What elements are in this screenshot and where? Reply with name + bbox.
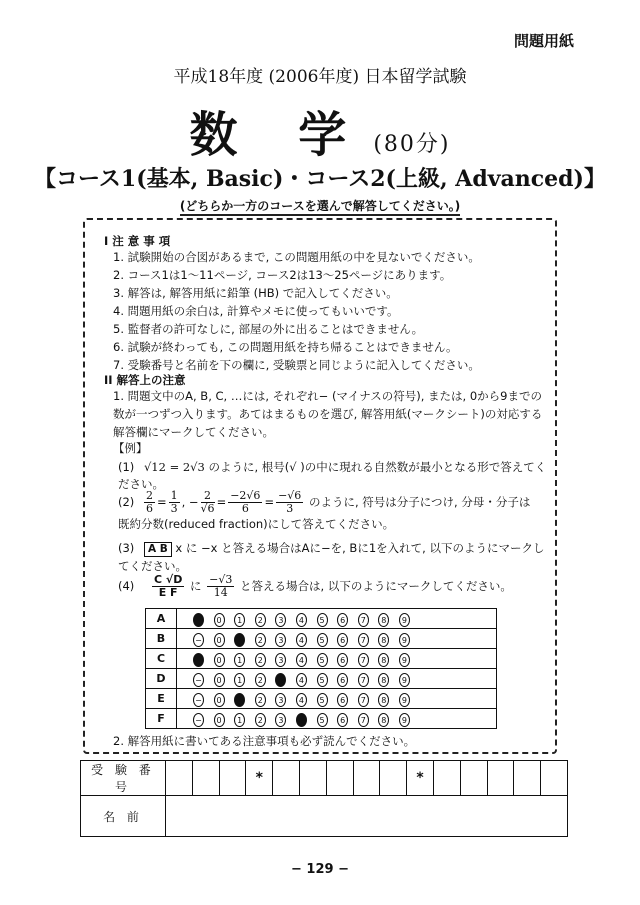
answer-bubble[interactable]: 2 <box>255 673 266 687</box>
answer-bubble[interactable]: 9 <box>399 633 410 647</box>
answer-bubble[interactable]: 9 <box>399 673 410 687</box>
number-digit-field[interactable] <box>273 761 300 796</box>
answer-bubble[interactable]: 0 <box>214 673 225 687</box>
number-digit-field[interactable] <box>514 761 541 796</box>
answer-bubble[interactable]: 3 <box>275 613 286 627</box>
mark-row <box>146 629 497 649</box>
answer-box-ab: A B <box>144 542 172 557</box>
bubble-cells <box>177 609 497 629</box>
answer-bubble[interactable]: 0 <box>214 633 225 647</box>
mark-row <box>146 649 497 669</box>
example-label: 【例】 <box>113 441 148 455</box>
name-label: 名 前 <box>81 796 166 837</box>
number-digit-field[interactable] <box>380 761 407 796</box>
answer-bubble[interactable]: 7 <box>358 713 369 727</box>
answer-bubble[interactable]: 3 <box>275 653 286 667</box>
fraction: $\frac{2}{√6}$ <box>200 489 215 515</box>
name-field[interactable] <box>166 796 568 837</box>
answer-bubble[interactable]: 9 <box>399 693 410 707</box>
answer-bubble[interactable]: 5 <box>317 653 328 667</box>
answer-bubble[interactable]: 4 <box>296 653 307 667</box>
example-2: (2) $\frac{2}{6}$ = $\frac{1}{3}$ , − $\frac{2}{√6}$ = $\frac{-2√6}{6}$ = $\frac{-√6}{3}$ のように, 符号は分子につけ, 分母・分子は既約分数(reduced fraction)にして答えてください。 <box>118 489 531 531</box>
answer-bubble[interactable]: 3 <box>275 713 286 727</box>
example-number: (1) <box>118 460 135 474</box>
row-label: B <box>146 629 177 649</box>
list-item: 4. 問題用紙の余白は, 計算やメモに使ってもいいです。 <box>113 304 399 318</box>
answer-bubble[interactable]: 9 <box>399 653 410 667</box>
answer-bubble[interactable]: 7 <box>358 693 369 707</box>
answer-bubble[interactable]: 9 <box>399 713 410 727</box>
example-particle: に <box>189 579 202 593</box>
exam-title: 平成18年度 (2006年度) 日本留学試験 <box>173 67 467 87</box>
answer-bubble[interactable]: 3 <box>275 633 286 647</box>
examinee-info-table <box>80 760 568 837</box>
number-digit-field[interactable] <box>166 761 193 796</box>
filled-bubble[interactable]: 1 <box>234 693 245 707</box>
number-digit-field[interactable] <box>192 761 219 796</box>
answer-bubble[interactable]: 5 <box>317 633 328 647</box>
mark-row <box>146 709 497 729</box>
star-marker: * <box>246 761 273 796</box>
duration: (80分) <box>373 132 451 157</box>
number-digit-field[interactable] <box>326 761 353 796</box>
answer-bubble[interactable]: 3 <box>275 693 286 707</box>
row-label: D <box>146 669 177 689</box>
answer-bubble[interactable]: − <box>193 633 204 647</box>
list-item: 5. 監督者の許可なしに, 部屋の外に出ることはできません。 <box>113 322 424 336</box>
answer-bubble[interactable]: 1 <box>234 653 245 667</box>
booklet-label: 問題用紙 <box>513 32 574 50</box>
fraction: $\frac{-√6}{3}$ <box>278 489 302 515</box>
filled-bubble[interactable]: 1 <box>234 633 245 647</box>
number-digit-field[interactable] <box>541 761 568 796</box>
filled-bubble[interactable]: 4 <box>296 713 307 727</box>
number-digit-field[interactable] <box>219 761 246 796</box>
bubble-cells <box>177 669 497 689</box>
example-math: √12 = 2√3 <box>143 460 205 474</box>
row-label: C <box>146 649 177 669</box>
answer-bubble[interactable]: 8 <box>378 653 389 667</box>
example-4 <box>118 574 548 599</box>
section2-title: II 解答上の注意 <box>104 373 186 387</box>
answer-bubble[interactable]: 1 <box>234 673 245 687</box>
answer-bubble[interactable]: 0 <box>214 653 225 667</box>
answer-note-1: 1. 問題文中のA, B, C, …には, それぞれ− (マイナスの符号), または, 0から9までの数が一つずつ入ります。あてはまるものを選び, 解答用紙(マークシート)の対応する解答欄にマークしてください。 <box>113 389 543 439</box>
section1-list <box>113 248 543 374</box>
course-heading: 【コース1(基本, Basic)・コース2(上級, Advanced)】 <box>34 166 606 192</box>
page-number: − 129 − <box>291 862 349 877</box>
number-digit-field[interactable] <box>487 761 514 796</box>
fraction: $\frac{1}{3}$ <box>170 489 178 515</box>
mark-sheet-example <box>145 608 497 729</box>
row-label: F <box>146 709 177 729</box>
answer-bubble[interactable]: 8 <box>378 613 389 627</box>
course-choice-note <box>0 197 640 214</box>
filled-bubble[interactable]: 3 <box>275 673 286 687</box>
bubble-cells <box>177 709 497 729</box>
answer-bubble[interactable]: 8 <box>378 713 389 727</box>
answer-bubble[interactable]: − <box>193 673 204 687</box>
list-item: 3. 解答は, 解答用紙に鉛筆 (HB) で記入してください。 <box>113 286 398 300</box>
answer-bubble[interactable]: 7 <box>358 633 369 647</box>
answer-bubble[interactable]: 4 <box>296 673 307 687</box>
answer-bubble[interactable]: 4 <box>296 693 307 707</box>
list-item: 2. コース1は1〜11ページ, コース2は13〜25ページにあります。 <box>113 268 452 282</box>
answer-bubble[interactable]: 1 <box>234 713 245 727</box>
course-choice-text: (どちらか一方のコースを選んで解答してください。) <box>180 199 460 216</box>
row-label: A <box>146 609 177 629</box>
answer-bubble[interactable]: 8 <box>378 633 389 647</box>
answer-bubble[interactable]: 1 <box>234 613 245 627</box>
mark-row <box>146 689 497 709</box>
answer-bubble[interactable]: 7 <box>358 673 369 687</box>
bubble-cells <box>177 629 497 649</box>
answer-bubble[interactable]: 8 <box>378 693 389 707</box>
number-digit-field[interactable] <box>433 761 460 796</box>
fraction: $\frac{-2√6}{6}$ <box>230 489 261 515</box>
answer-bubble[interactable]: 2 <box>255 633 266 647</box>
answer-bubble[interactable]: 6 <box>337 713 348 727</box>
example-number: (4) <box>118 579 135 593</box>
mark-row <box>146 609 497 629</box>
answer-bubble[interactable]: 5 <box>317 693 328 707</box>
example-text: x に −x と答える場合はAに−を, Bに1を入れて, 以下のようにマークしてください。 <box>118 541 545 573</box>
answer-bubble[interactable]: − <box>193 713 204 727</box>
examinee-number-label: 受 験 番 号 <box>81 761 166 796</box>
section1-title: I 注 意 事 項 <box>104 234 171 248</box>
mark-row <box>146 669 497 689</box>
answer-bubble[interactable]: 8 <box>378 673 389 687</box>
answer-bubble[interactable]: 4 <box>296 633 307 647</box>
subject-title: 数 学 <box>189 107 369 163</box>
example-text: のように, 符号は分子につけ, 分母・分子は既約分数(reduced fraction)にして答えてください。 <box>118 495 531 531</box>
answer-bubble[interactable]: 0 <box>214 613 225 627</box>
list-item: 1. 試験開始の合図があるまで, この問題用紙の中を見ないでください。 <box>113 250 480 264</box>
bubble-cells <box>177 689 497 709</box>
example-number: (3) <box>118 541 135 555</box>
answer-bubble[interactable]: 0 <box>214 713 225 727</box>
answer-bubble[interactable]: 9 <box>399 613 410 627</box>
fraction: $\frac{2}{6}$ <box>145 489 153 515</box>
answer-bubble[interactable]: 6 <box>337 693 348 707</box>
number-digit-field[interactable] <box>353 761 380 796</box>
subject-heading <box>0 96 640 165</box>
answer-bubble[interactable]: 5 <box>317 713 328 727</box>
example-text: と答える場合は, 以下のようにマークしてください。 <box>240 579 512 593</box>
answer-bubble[interactable]: − <box>193 693 204 707</box>
example-number: (2) <box>118 495 135 509</box>
answer-bubble[interactable]: 2 <box>255 613 266 627</box>
answer-bubble[interactable]: 7 <box>358 613 369 627</box>
answer-bubble[interactable]: 5 <box>317 613 328 627</box>
answer-bubble[interactable]: 2 <box>255 653 266 667</box>
answer-bubble[interactable]: 7 <box>358 653 369 667</box>
number-digit-field[interactable] <box>299 761 326 796</box>
bubble-cells <box>177 649 497 669</box>
answer-bubble[interactable]: 5 <box>317 673 328 687</box>
filled-bubble[interactable]: − <box>193 653 204 667</box>
fraction: $\frac{-√3}{14}$ <box>209 573 233 599</box>
answer-bubble[interactable]: 6 <box>337 633 348 647</box>
answer-box-fraction: $\frac{C √D}{\text{E F}}$ <box>153 573 183 599</box>
answer-note-2: 2. 解答用紙に書いてある注意事項も必ず読んでください。 <box>113 734 416 748</box>
answer-bubble[interactable]: 2 <box>255 693 266 707</box>
answer-bubble[interactable]: 6 <box>337 673 348 687</box>
answer-bubble[interactable]: 4 <box>296 613 307 627</box>
answer-bubble[interactable]: 6 <box>337 653 348 667</box>
row-label: E <box>146 689 177 709</box>
list-item: 6. 試験が終わっても, この問題用紙を持ち帰ることはできません。 <box>113 340 458 354</box>
list-item: 7. 受験番号と名前を下の欄に, 受験票と同じように記入してください。 <box>113 358 480 372</box>
number-digit-field[interactable] <box>460 761 487 796</box>
example-1 <box>118 459 548 493</box>
filled-bubble[interactable]: − <box>193 613 204 627</box>
example-text: のように, 根号(√ )の中に現れる自然数が最小となる形で答えてください。 <box>118 460 547 491</box>
star-marker: * <box>407 761 434 796</box>
answer-bubble[interactable]: 0 <box>214 693 225 707</box>
answer-bubble[interactable]: 2 <box>255 713 266 727</box>
answer-bubble[interactable]: 6 <box>337 613 348 627</box>
example-3 <box>118 539 546 575</box>
